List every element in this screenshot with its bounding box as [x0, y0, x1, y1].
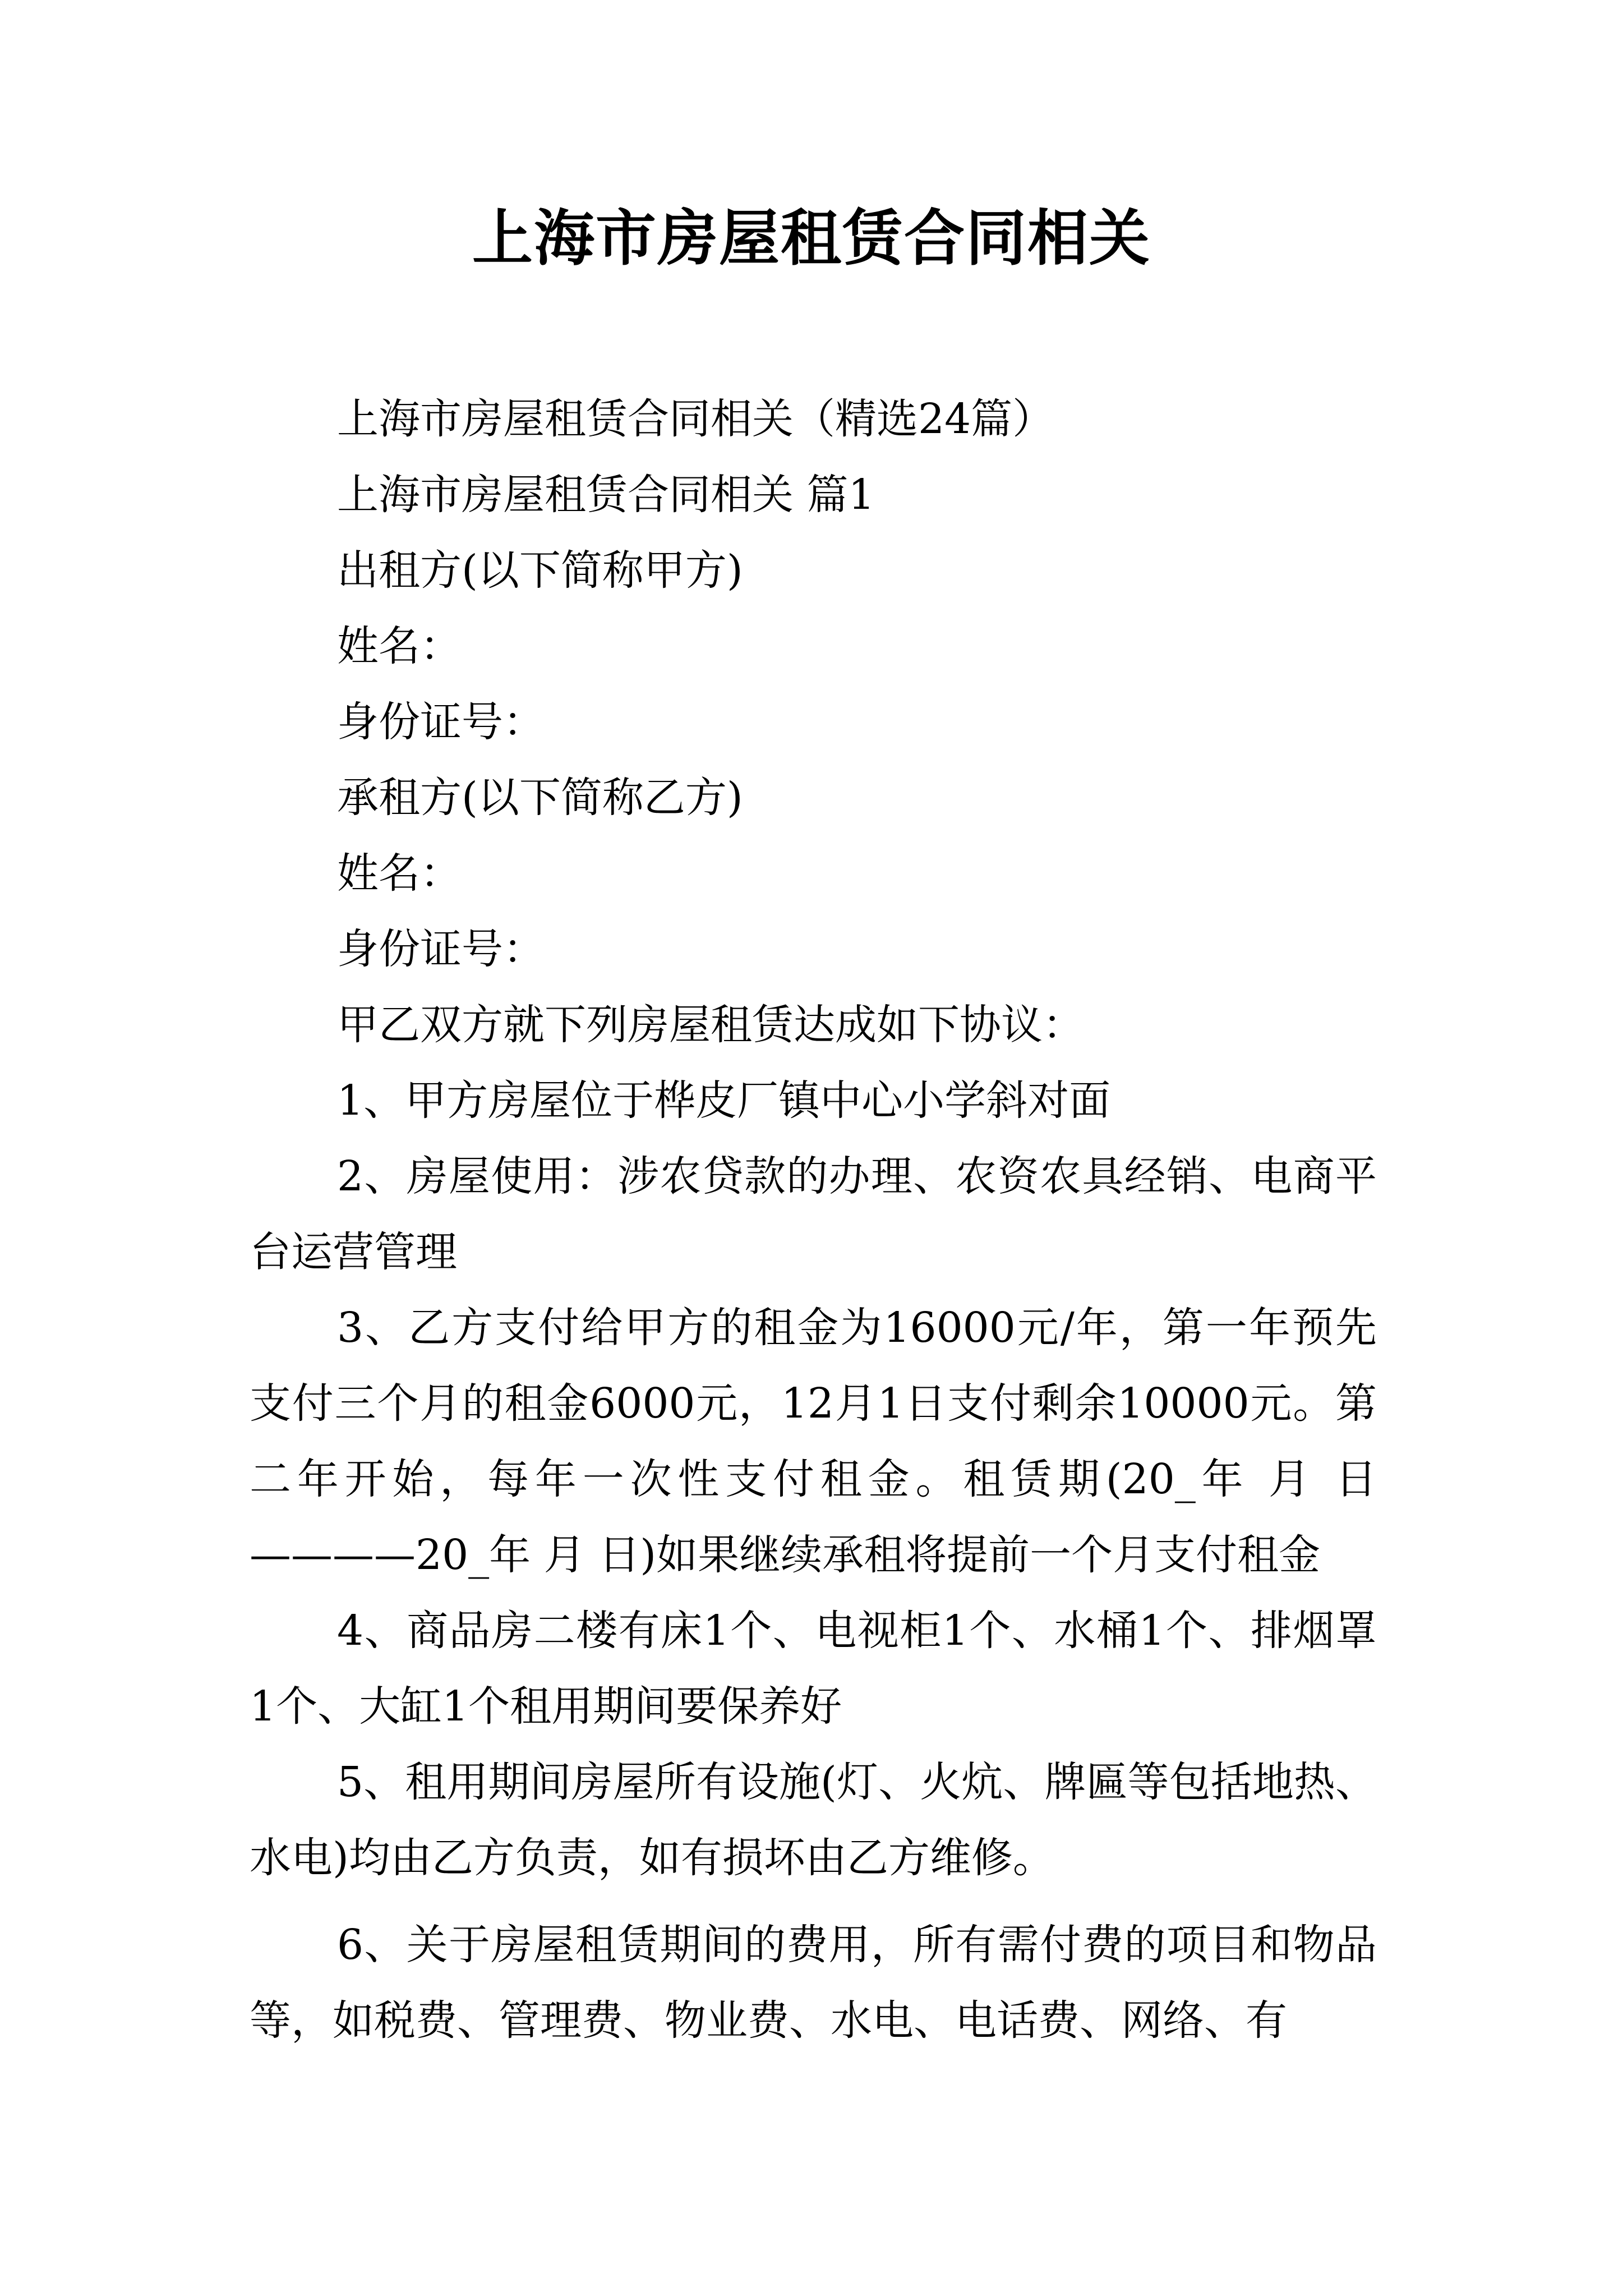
paragraph-lessor: 出租方(以下简称甲方)	[337, 546, 743, 595]
paragraph-lessee-name: 姓名：	[337, 849, 462, 898]
paragraph-subtitle: 上海市房屋租赁合同相关（精选24篇）	[337, 395, 1054, 443]
document-title: 上海市房屋租赁合同相关	[472, 203, 1151, 274]
paragraph-lessee-id: 身份证号：	[337, 925, 545, 973]
paragraph-clause-3: 3、乙方支付给甲方的租金为16000元/年，第一年预先支付三个月的租金6000元，12月1日支付剩余10000元。第二年开始，每年一次性支付租金。租赁期(20_年 月 日————20_年 月 日)如果继续承租将提前一个月支付租金	[250, 1304, 1377, 1579]
paragraph-clause-6: 6、关于房屋租赁期间的费用，所有需付费的项目和物品等，如税费、管理费、物业费、水电、电话费、网络、有	[250, 1921, 1377, 2045]
paragraph-agreement-intro: 甲乙双方就下列房屋租赁达成如下协议：	[337, 1001, 1084, 1049]
paragraph-lessor-name: 姓名：	[337, 622, 462, 670]
paragraph-clause-2: 2、房屋使用：涉农贷款的办理、农资农具经销、电商平台运营管理	[250, 1152, 1377, 1276]
paragraph-clause-1: 1、甲方房屋位于桦皮厂镇中心小学斜对面	[337, 1076, 1111, 1125]
paragraph-clause-4: 4、商品房二楼有床1个、电视柜1个、水桶1个、排烟罩1个、大缸1个租用期间要保养好	[250, 1607, 1377, 1731]
paragraph-lessee: 承租方(以下简称乙方)	[337, 774, 743, 822]
document-body	[250, 381, 1377, 2059]
paragraph-lessor-id: 身份证号：	[337, 698, 545, 746]
paragraph-section-heading: 上海市房屋租赁合同相关 篇1	[337, 471, 875, 519]
paragraph-clause-5: 5、租用期间房屋所有设施(灯、火炕、牌匾等包括地热、水电)均由乙方负责，如有损坏由乙方维修。	[250, 1758, 1377, 1882]
